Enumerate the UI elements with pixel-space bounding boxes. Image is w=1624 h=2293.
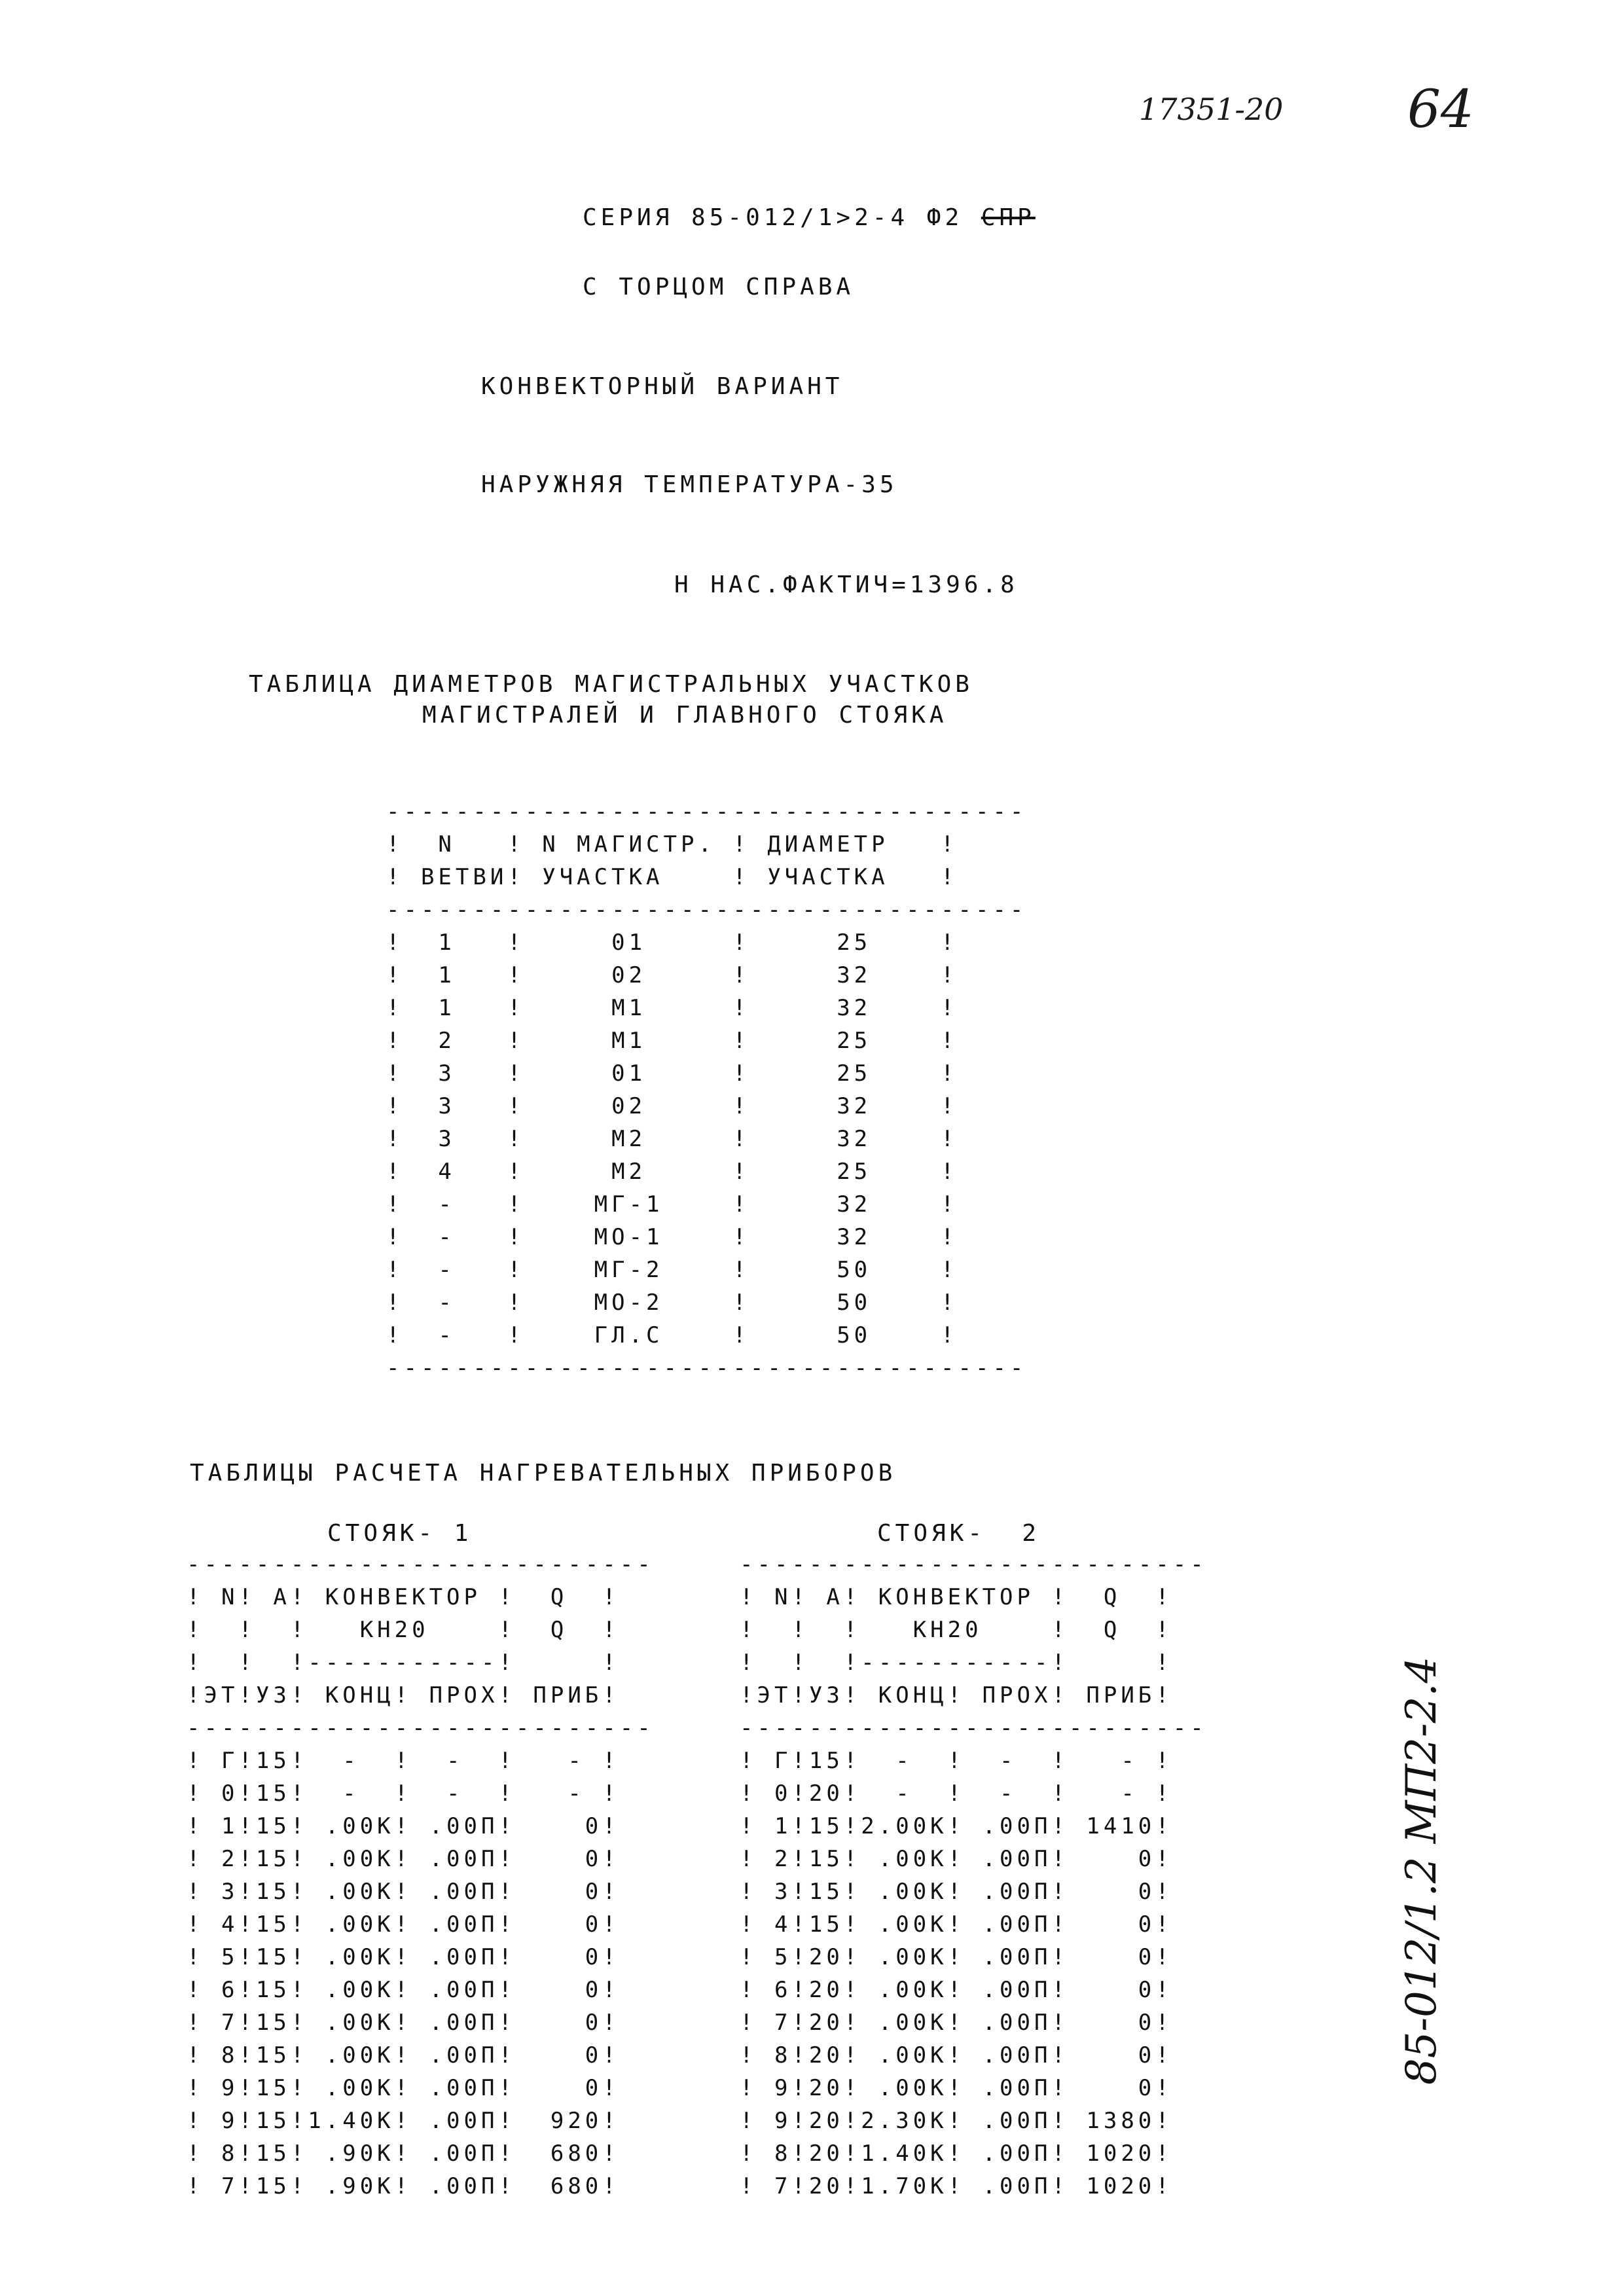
page-number: 64 [1407, 79, 1474, 139]
end-side-line: С ТОРЦОМ СПРАВА [583, 274, 855, 300]
series-prefix: СЕРИЯ 85-012/1>2-4 Ф2 [583, 204, 981, 231]
diameters-caption-2: МАГИСТРАЛЕЙ И ГЛАВНОГО СТОЯКА [422, 702, 948, 729]
riser-1-table: --------------------------- ! N! А! КОНВЕКТОР ! Q ! ! ! ! КН20 ! Q ! ! ! !-----------! ! !ЭТ!УЗ! КОНЦ! ПРОХ! ПРИБ! --------------------------- ! Г!15! - ! - ! - ! ! 0!15! - ! - ! - ! ! 1!15! .00К! .00П! 0! ! 2!15! .00К! .00П! 0! ! 3!15! .00К! .00П! 0! ! 4!15! .00К! .00П! 0! ! 5!15! .00К! .00П! 0! ! 6!15! .00К! .00П! 0! ! 7!15! .00К! .00П! 0! ! 8!15! .00К! .00П! 0! ! 9!15! .00К! .00П! 0! ! 9!15!1.40К! .00П! 920! ! 8!15! .90К! .00П! 680! ! 7!15! .90К! .00П! 680! [187, 1551, 655, 2199]
devices-caption: ТАБЛИЦЫ РАСЧЕТА НАГРЕВАТЕЛЬНЫХ ПРИБОРОВ [190, 1460, 897, 1487]
diameters-caption-1: ТАБЛИЦА ДИАМЕТРОВ МАГИСТРАЛЬНЫХ УЧАСТКОВ [249, 671, 973, 698]
series-struck: СПР [981, 204, 1036, 231]
diameters-table: ------------------------------------- ! N ! N МАГИСТР. ! ДИАМЕТР ! ! ВЕТВИ! УЧАСТКА ! УЧАСТКА ! ------------------------------------- ! 1 ! 01 ! 25 ! ! 1 ! 02 ! 32 ! ! 1 ! М1 ! 32 ! ! 2 ! М1 ! 25 ! ! 3 ! 01 ! 25 ! ! 3 ! 02 ! 32 ! ! 3 ! М2 ! 32 ! ! 4 ! М2 ! 25 ! ! - ! МГ-1 ! 32 ! ! - ! МО-1 ! 32 ! ! - ! МГ-2 ! 50 ! ! - ! МО-2 ! 50 ! ! - ! ГЛ.С ! 50 ! ------------------------------------- [386, 799, 1028, 1381]
riser-2-table: --------------------------- ! N! А! КОНВЕКТОР ! Q ! ! ! ! КН20 ! Q ! ! ! !-----------! ! !ЭТ!УЗ! КОНЦ! ПРОХ! ПРИБ! --------------------------- ! Г!15! - ! - ! - ! ! 0!20! - ! - ! - ! ! 1!15!2.00К! .00П! 1410! ! 2!15! .00К! .00П! 0! ! 3!15! .00К! .00П! 0! ! 4!15! .00К! .00П! 0! ! 5!20! .00К! .00П! 0! ! 6!20! .00К! .00П! 0! ! 7!20! .00К! .00П! 0! ! 8!20! .00К! .00П! 0! ! 9!20! .00К! .00П! 0! ! 9!20!2.30К! .00П! 1380! ! 8!20!1.40К! .00П! 1020! ! 7!20!1.70К! .00П! 1020! [740, 1551, 1208, 2199]
series-line [583, 204, 1036, 231]
riser-2-title: СТОЯК- 2 [877, 1520, 1041, 1547]
pressure-line: Н НАС.ФАКТИЧ=1396.8 [674, 571, 1019, 598]
riser-1-title: СТОЯК- 1 [327, 1520, 473, 1547]
variant-line: КОНВЕКТОРНЫЙ ВАРИАНТ [481, 373, 844, 400]
outdoor-temp-line: НАРУЖНЯЯ ТЕМПЕРАТУРА-35 [481, 471, 898, 498]
doc-number: 17351-20 [1139, 92, 1284, 127]
side-stamp: 85-012/1.2 МП2-2.4 [1398, 1656, 1446, 2085]
